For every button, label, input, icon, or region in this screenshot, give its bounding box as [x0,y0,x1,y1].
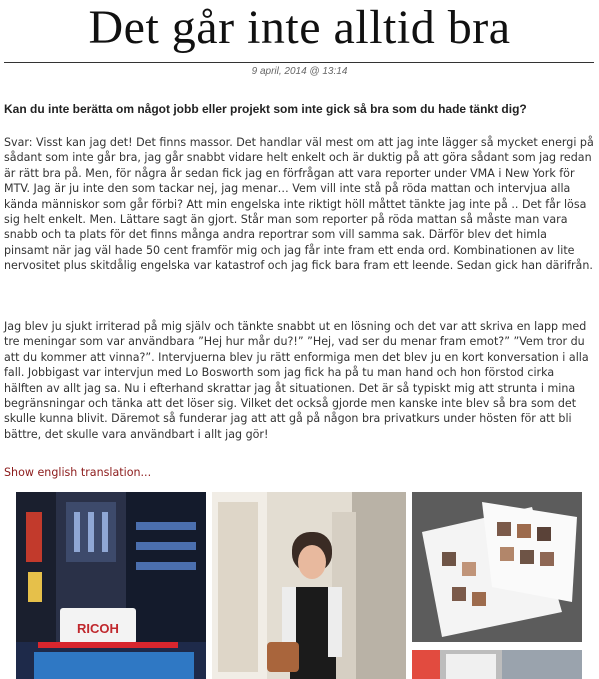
post-title: Det går inte alltid bra [88,1,511,54]
printed-sheets-image [412,492,582,642]
bottom-right-image [412,650,582,679]
title-divider [4,62,594,63]
photo-bottom-right[interactable] [412,650,582,679]
answer-paragraph-2: Jag blev ju sjukt irriterad på mig själv och tänkte snabbt ut en lösning och det var att skriva en lapp med tre meningar som var användbara ”Hej hur mår du?!” ”Hej, vad ser du menar fram emot?” ”Vem tror du att du kommer att vinna?”. Intervjuerna blev ju rätt enformiga men det blev ju en kort konversation i alla fall. Jobbigast var intervjun med Lo Bosworth som jag fick ha på tu man hand och hon förstod cirka hälften av allt jag sa. Nu i efterhand skrattar jag åt situationen. Det är så typiskt mig att strunta i mina begränsningar och tänka att det löser sig. Vilket det också gjorde men kanske inte blev så bra som det skulle kunna blivit. Däremot så funderar jag att att gå på någon bra privatkurs under hösten för att bli bättre, det skulle vara användbart i allt jag gör! [4,320,589,441]
post-question: Kan du inte berätta om något jobb eller projekt som inte gick så bra som du hade tänkt dig? [4,102,527,116]
show-translation-link[interactable]: Show english translation... [4,466,152,479]
post-date: 9 april, 2014 @ 13:14 [251,66,348,77]
times-square-image [16,492,206,679]
photo-printed-sheets[interactable] [412,492,582,642]
answer-paragraph-1: Svar: Visst kan jag det! Det finns massor. Det handlar väl mest om att jag inte lägger så mycket energi på sådant som inte går bra, jag går snabbt vidare helt enkelt och är duktig på att göra sådant som jag redan är rätt bra på. Men, för några år sedan fick jag en förfrågan att vara reporter under VMA i New York för MTV. Jag är ju inte den som tackar nej, jag menar… Vem vill inte stå på röda mattan och intervjua alla kända människor som går förbi? Att min engelska inte riktigt höll måttet tänkte jag inte på .. Det får lösa sig helt enkelt. Men. Lättare sagt än gjort. Står man som reporter på röda mattan så måste man vara snabb och ta plats för det finns många andra reportrar som vill samma sak. Därför blev det himla pinsamt när jag väl hade 50 cent framför mig och jag får inte fram ett enda ord. Kombinationen av lite nervositet plus skitdålig engelska var katastrof och jag fick bara fram ett leende. Sedan gick han därifrån. [4,136,594,273]
photo-times-square[interactable] [16,492,206,679]
photo-woman-portrait[interactable] [212,492,406,679]
ricoh-sign-text: RICOH [77,621,119,636]
woman-portrait-image [212,492,406,679]
